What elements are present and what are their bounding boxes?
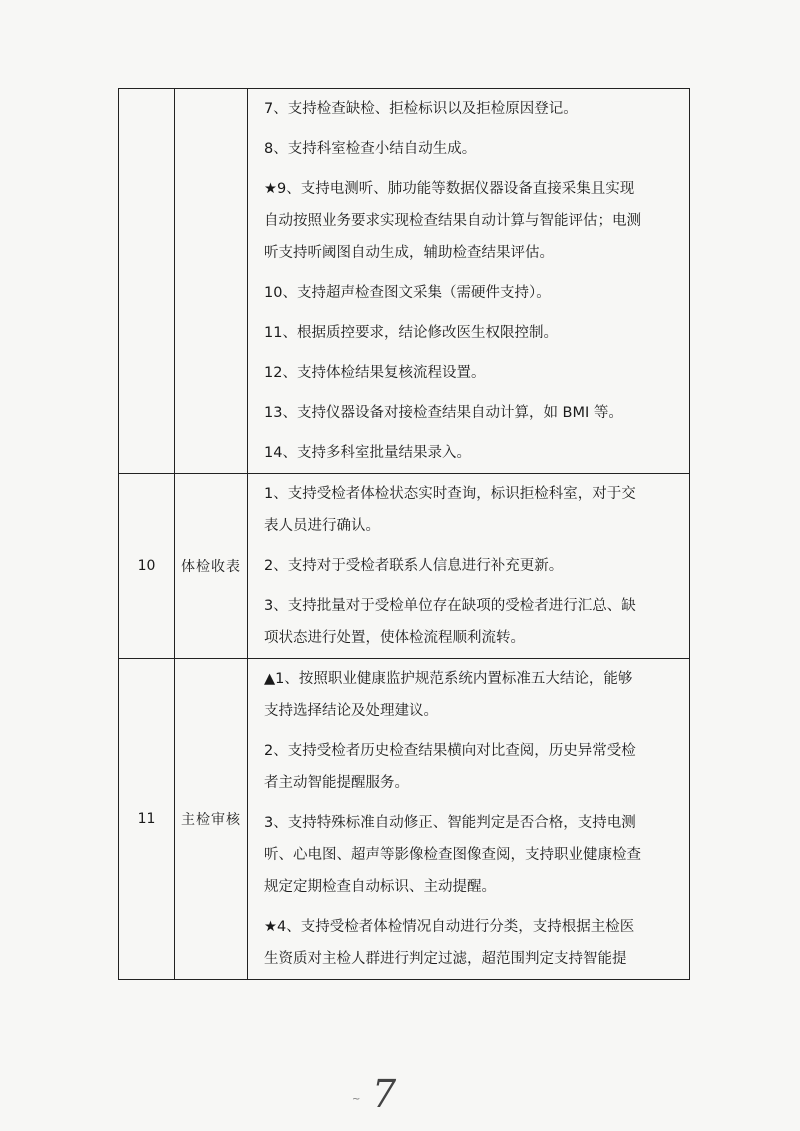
module-name-cell: 主检审核 [175, 659, 248, 980]
requirement-text-line: 3、支持批量对于受检单位存在缺项的受检者进行汇总、缺 [264, 598, 636, 614]
requirement-text-line: 13、支持仪器设备对接检查结果自动计算，如 BMI 等。 [264, 405, 623, 421]
requirement-item [264, 133, 679, 165]
requirement-item [264, 735, 679, 799]
requirement-text-line: 规定定期检查自动标识、主动提醒。 [264, 879, 496, 895]
row-number-cell: 11 [119, 659, 175, 980]
module-name-cell [175, 89, 248, 474]
requirement-text-line: 2、支持受检者历史检查结果横向对比查阅，历史异常受检 [264, 743, 636, 759]
requirement-text-line: 12、支持体检结果复核流程设置。 [264, 365, 486, 381]
requirement-text-line: 2、支持对于受检者联系人信息进行补充更新。 [264, 558, 564, 574]
requirement-text-line: 项状态进行处置，使体检流程顺利流转。 [264, 630, 525, 646]
requirement-text-line: 听支持听阈图自动生成，辅助检查结果评估。 [264, 245, 554, 261]
page-number: 7 [372, 1072, 397, 1116]
requirement-item [264, 807, 679, 903]
requirement-description-cell [248, 659, 690, 980]
requirement-item [264, 173, 679, 269]
requirement-text-line: 生资质对主检人群进行判定过滤，超范围判定支持智能提 [264, 951, 627, 967]
requirement-text-line: 自动按照业务要求实现检查结果自动计算与智能评估；电测 [264, 213, 641, 229]
requirement-text-line: 者主动智能提醒服务。 [264, 775, 409, 791]
requirement-text-line: 3、支持特殊标准自动修正、智能判定是否合格，支持电测 [264, 815, 636, 831]
table-row [119, 474, 690, 659]
requirement-item [264, 317, 679, 349]
requirement-item [264, 911, 679, 975]
requirement-text-line: 7、支持检查缺检、拒检标识以及拒检原因登记。 [264, 101, 578, 117]
row-number-cell [119, 89, 175, 474]
requirement-text-line: 表人员进行确认。 [264, 518, 380, 534]
row-number-cell: 10 [119, 474, 175, 659]
table-row [119, 89, 690, 474]
requirement-description-cell [248, 474, 690, 659]
requirement-text-line: ★4、支持受检者体检情况自动进行分类，支持根据主检医 [264, 919, 635, 935]
module-name-cell: 体检收表 [175, 474, 248, 659]
requirement-item [264, 663, 679, 727]
requirement-description-cell [248, 89, 690, 474]
requirement-item [264, 437, 679, 469]
requirement-text-line: 8、支持科室检查小结自动生成。 [264, 141, 477, 157]
requirement-item [264, 590, 679, 654]
requirement-item [264, 550, 679, 582]
page-mark: ~ [352, 1094, 361, 1105]
table-row [119, 659, 690, 980]
requirement-item [264, 357, 679, 389]
requirement-item [264, 93, 679, 125]
requirement-text-line: 支持选择结论及处理建议。 [264, 703, 438, 719]
requirement-item [264, 397, 679, 429]
requirement-text-line: 10、支持超声检查图文采集（需硬件支持）。 [264, 285, 551, 301]
requirement-item [264, 277, 679, 309]
requirement-text-line: 1、支持受检者体检状态实时查询，标识拒检科室，对于交 [264, 486, 636, 502]
requirement-text-line: 听、心电图、超声等影像检查图像查阅，支持职业健康检查 [264, 847, 641, 863]
requirement-text-line: ▲1、按照职业健康监护规范系统内置标准五大结论，能够 [264, 671, 633, 687]
requirement-text-line: 14、支持多科室批量结果录入。 [264, 445, 471, 461]
requirement-text-line: 11、根据质控要求，结论修改医生权限控制。 [264, 325, 558, 341]
requirement-item [264, 478, 679, 542]
requirement-text-line: ★9、支持电测听、肺功能等数据仪器设备直接采集且实现 [264, 181, 635, 197]
requirements-table [118, 88, 690, 980]
